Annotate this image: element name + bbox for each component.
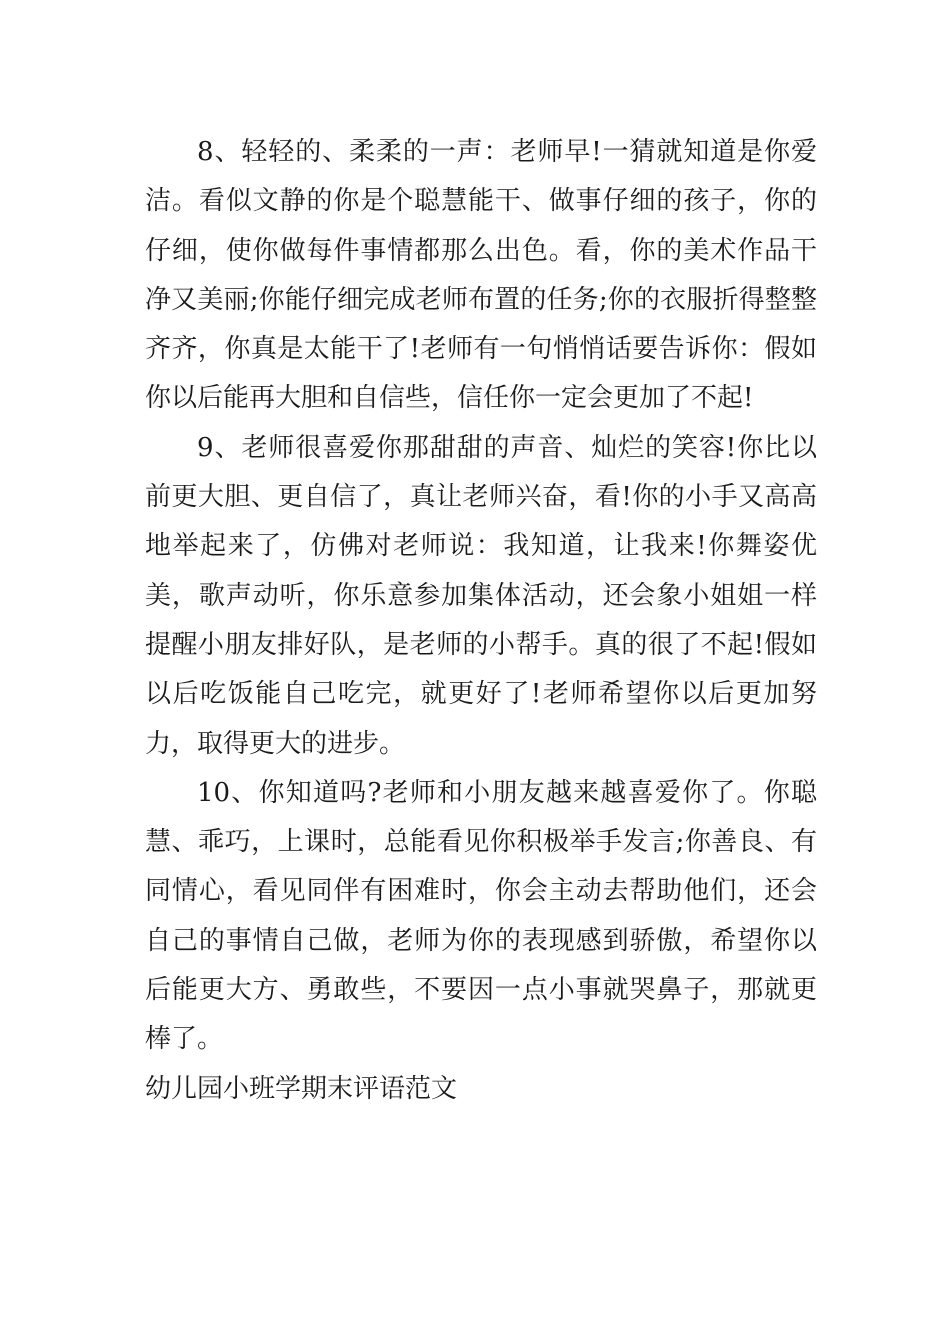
paragraph-9: 9、老师很喜爱你那甜甜的声音、灿烂的笑容!你比以前更大胆、更自信了，真让老师兴奋，看!你的小手又高高地举起来了，仿佛对老师说：我知道，让我来!你舞姿优美，歌声动听，你乐意参加集体活动，还会象小姐姐一样提醒小朋友排好队，是老师的小帮手。真的很了不起!假如以后吃饭能自己吃完，就更好了!老师希望你以后更加努力，取得更大的进步。: [145, 432, 817, 759]
document-body: [145, 128, 817, 1114]
document-title-line: 幼儿园小班学期末评语范文: [145, 1073, 458, 1104]
paragraph-10: 10、你知道吗?老师和小朋友越来越喜爱你了。你聪慧、乖巧，上课时，总能看见你积极举手发言;你善良、有同情心，看见同伴有困难时，你会主动去帮助他们，还会自己的事情自己做，老师为你的表现感到骄傲，希望你以后能更大方、勇敢些，不要因一点小事就哭鼻子，那就更棒了。: [145, 777, 817, 1055]
paragraph-8: 8、轻轻的、柔柔的一声：老师早!一猜就知道是你爱洁。看似文静的你是个聪慧能干、做事仔细的孩子，你的仔细，使你做每件事情都那么出色。看，你的美术作品干净又美丽;你能仔细完成老师布置的任务;你的衣服折得整整齐齐，你真是太能干了!老师有一句悄悄话要告诉你：假如你以后能再大胆和自信些，信任你一定会更加了不起!: [145, 137, 817, 414]
